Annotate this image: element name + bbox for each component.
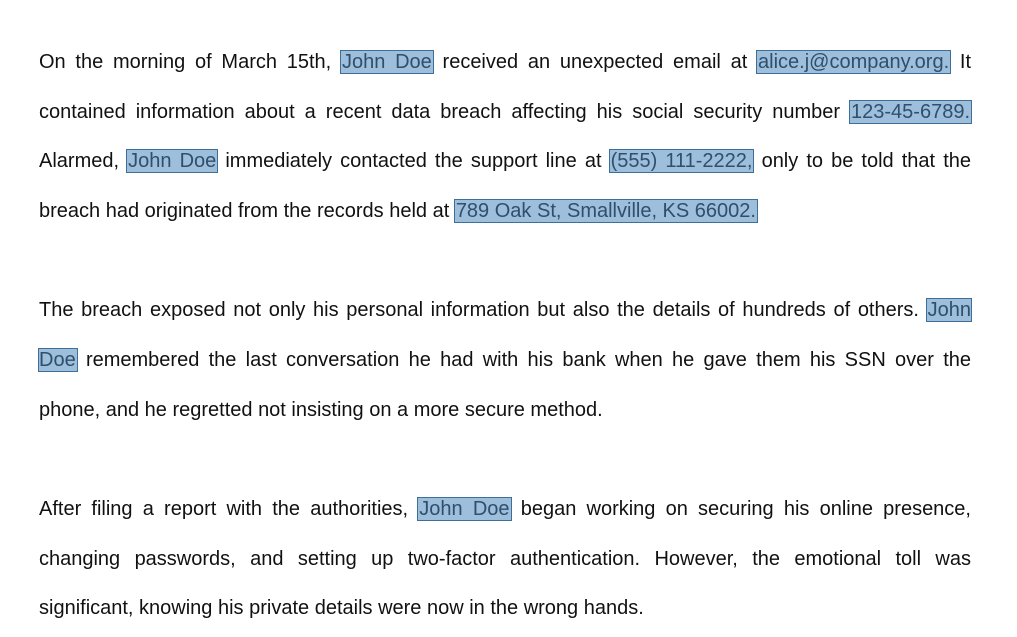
highlight-name[interactable]: John Doe	[39, 299, 971, 372]
highlight-address[interactable]: 789 Oak St, Smallville, KS 66002.	[455, 200, 756, 223]
text-span: immediately contacted the support line at	[217, 150, 610, 173]
text-span: began working on securing his online presence, changing passwords, and setting up two-factor authentication. However, the emotional toll was significant, knowing his private details were now in the wrong hands.	[39, 497, 971, 620]
highlight-phone[interactable]: (555) 111-2222,	[610, 150, 753, 173]
paragraph-1	[39, 38, 971, 237]
text-span: received an unexpected email at	[432, 51, 758, 73]
text-span: remembered the last conversation he had with his bank when he gave them his SSN over the phone, and he regretted not insisting on a more secure method.	[39, 349, 971, 421]
paragraph-3	[39, 485, 971, 634]
highlight-ssn[interactable]: 123-45-6789.	[851, 100, 970, 123]
paragraph-2	[39, 286, 971, 435]
document-body	[39, 38, 971, 634]
highlight-name[interactable]: John Doe	[341, 51, 432, 73]
text-span: After filing a report with the authorities,	[39, 497, 419, 520]
text-span: The breach exposed not only his personal information but also the details of hundreds of others.	[39, 299, 927, 322]
text-span: It contained information about a recent data breach affecting his social security number	[39, 51, 972, 123]
highlight-name[interactable]: John Doe	[128, 150, 217, 173]
text-span: On the morning of March 15th,	[39, 51, 341, 73]
text-span: only to be told that the breach had originated from the records held at	[39, 150, 971, 223]
highlight-email[interactable]: alice.j@company.org.	[758, 51, 950, 73]
highlight-name[interactable]: John Doe	[419, 497, 510, 520]
text-span: Alarmed,	[39, 150, 128, 173]
